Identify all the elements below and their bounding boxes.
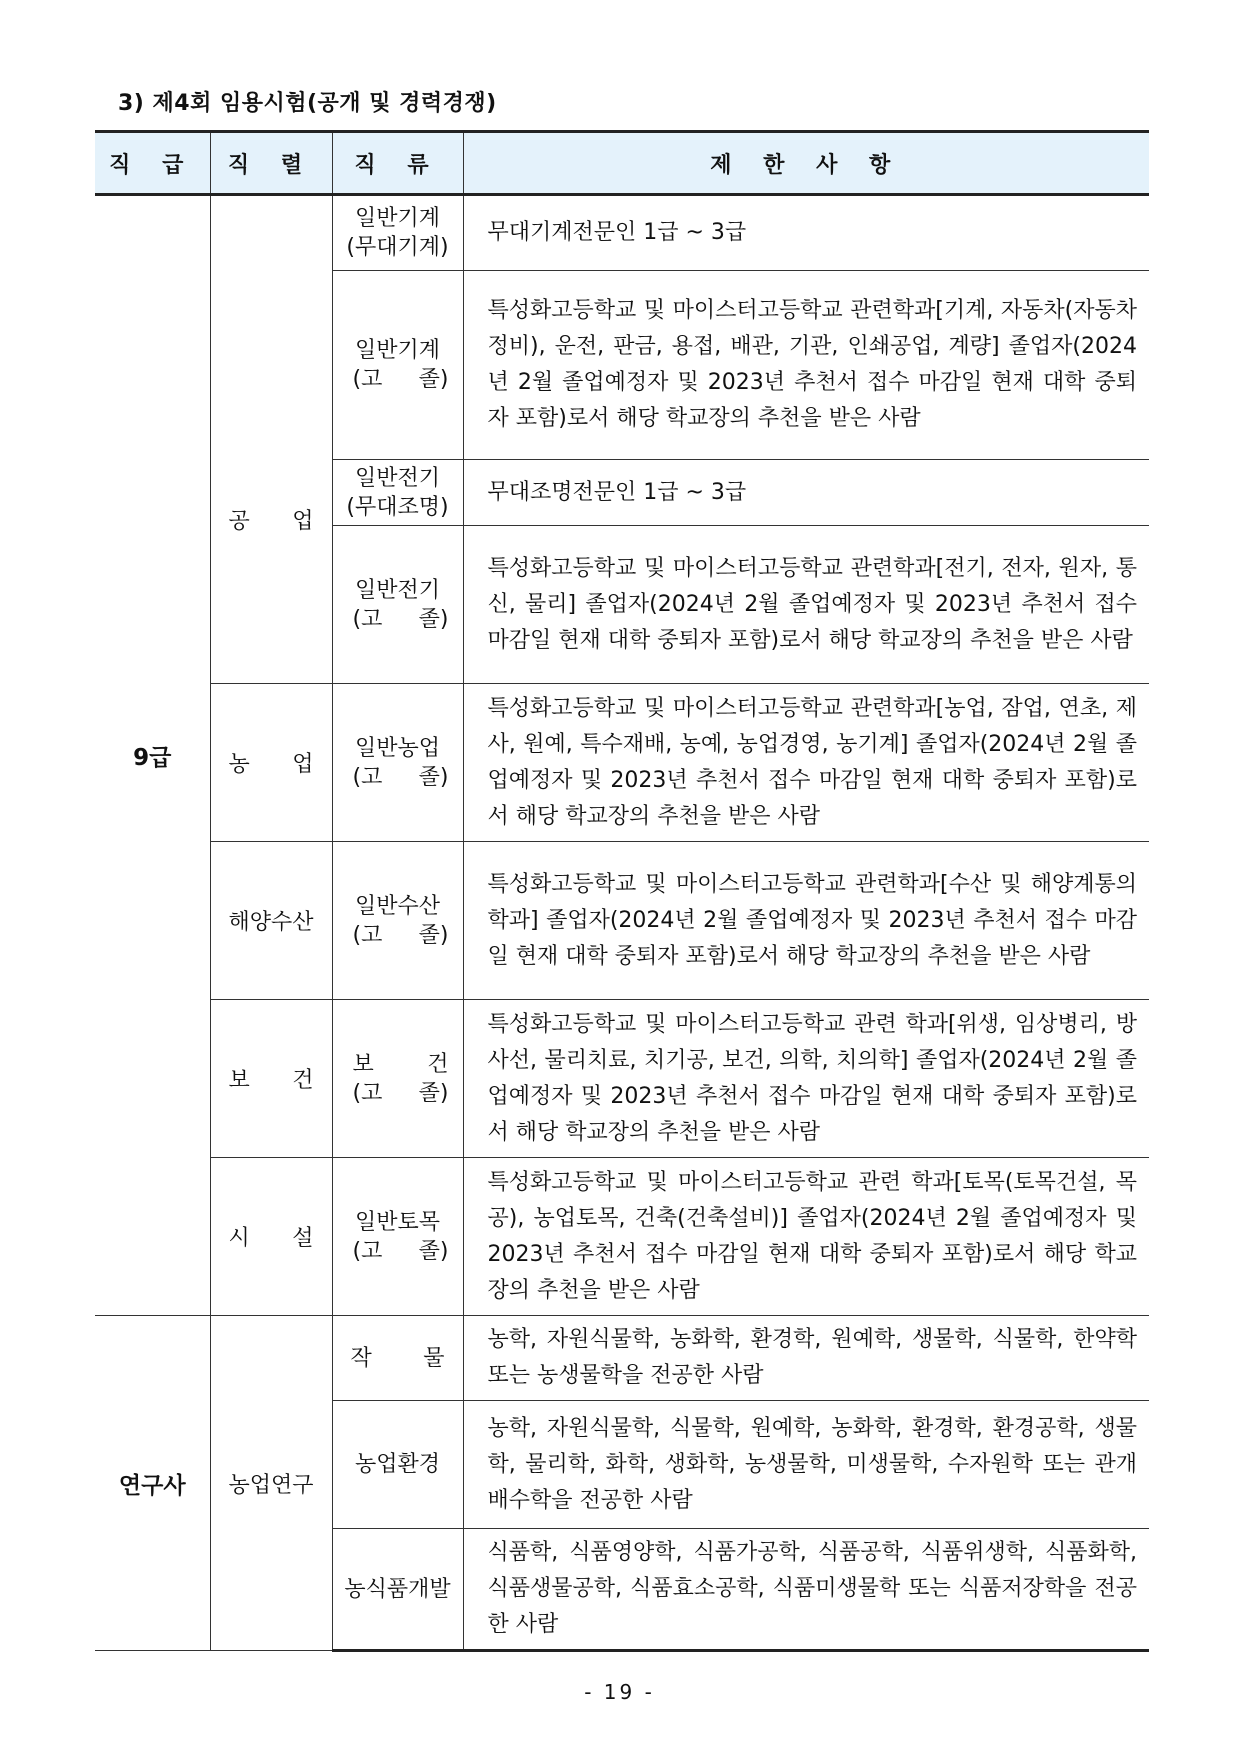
class-cell: 일반수산 (고 졸) — [332, 842, 463, 1000]
class-cell: 일반전기 (고 졸) — [332, 526, 463, 684]
restriction-cell: 특성화고등학교 및 마이스터고등학교 관련 학과[위생, 임상병리, 방사선, 물리치료, 치기공, 보건, 의학, 치의학] 졸업자(2024년 2월 졸업예정자 및 2023년 추천서 접수 마감일 현재 대학 중퇴자 포함)로서 해당 학교장의 추천을 받은 사람 — [463, 1000, 1149, 1158]
series-cell: 농 업 — [210, 684, 332, 842]
series-cell: 보 건 — [210, 1000, 332, 1158]
series-cell: 공 업 — [210, 195, 332, 684]
header-grade: 직 급 — [95, 132, 210, 195]
table-row — [95, 1316, 1149, 1401]
class-cell: 작 물 — [332, 1316, 463, 1401]
section-heading: 3) 제4회 임용시험(공개 및 경력경쟁) — [118, 91, 497, 116]
class-cell: 일반토목 (고 졸) — [332, 1158, 463, 1316]
class-cell: 농업환경 — [332, 1401, 463, 1529]
restriction-cell: 무대조명전문인 1급 ~ 3급 — [463, 460, 1149, 526]
class-cell: 보 건 (고 졸) — [332, 1000, 463, 1158]
header-class: 직 류 — [332, 132, 463, 195]
restriction-cell: 무대기계전문인 1급 ~ 3급 — [463, 195, 1149, 271]
series-cell: 해양수산 — [210, 842, 332, 1000]
table-row — [95, 1000, 1149, 1158]
class-cell: 일반기계 (고 졸) — [332, 271, 463, 460]
class-cell: 일반전기 (무대조명) — [332, 460, 463, 526]
restriction-cell: 특성화고등학교 및 마이스터고등학교 관련 학과[토목(토목건설, 목공), 농업토목, 건축(건축설비)] 졸업자(2024년 2월 졸업예정자 및 2023년 추천서 접수 마감일 현재 대학 중퇴자 포함)로서 해당 학교장의 추천을 받은 사람 — [463, 1158, 1149, 1316]
table-row — [95, 195, 1149, 271]
class-cell: 일반농업 (고 졸) — [332, 684, 463, 842]
page-number: - 19 - — [584, 1680, 655, 1704]
table-row — [95, 684, 1149, 842]
restriction-cell: 특성화고등학교 및 마이스터고등학교 관련학과[기계, 자동차(자동차정비), 운전, 판금, 용접, 배관, 기관, 인쇄공업, 계량] 졸업자(2024년 2월 졸업예정자 및 2023년 추천서 접수 마감일 현재 대학 중퇴자 포함)로서 해당 학교장의 추천을 받은 사람 — [463, 271, 1149, 460]
restriction-cell: 특성화고등학교 및 마이스터고등학교 관련학과[농업, 잠업, 연초, 제사, 원예, 특수재배, 농예, 농업경영, 농기계] 졸업자(2024년 2월 졸업예정자 및 2023년 추천서 접수 마감일 현재 대학 중퇴자 포함)로서 해당 학교장의 추천을 받은 사람 — [463, 684, 1149, 842]
restriction-cell: 특성화고등학교 및 마이스터고등학교 관련학과[수산 및 해양계통의 학과] 졸업자(2024년 2월 졸업예정자 및 2023년 추천서 접수 마감일 현재 대학 중퇴자 포함)로서 해당 학교장의 추천을 받은 사람 — [463, 842, 1149, 1000]
restriction-cell: 식품학, 식품영양학, 식품가공학, 식품공학, 식품위생학, 식품화학, 식품생물공학, 식품효소공학, 식품미생물학 또는 식품저장학을 전공한 사람 — [463, 1529, 1149, 1651]
class-cell: 일반기계 (무대기계) — [332, 195, 463, 271]
series-cell: 시 설 — [210, 1158, 332, 1316]
table-row — [95, 842, 1149, 1000]
table-row — [95, 1158, 1149, 1316]
grade-cell: 연구사 — [95, 1316, 210, 1651]
restriction-cell: 농학, 자원식물학, 농화학, 환경학, 원예학, 생물학, 식물학, 한약학 또는 농생물학을 전공한 사람 — [463, 1316, 1149, 1401]
class-cell: 농식품개발 — [332, 1529, 463, 1651]
header-series: 직 렬 — [210, 132, 332, 195]
table-header-row — [95, 132, 1149, 195]
header-restriction: 제 한 사 항 — [463, 132, 1149, 195]
series-cell: 농업연구 — [210, 1316, 332, 1651]
restriction-cell: 농학, 자원식물학, 식물학, 원예학, 농화학, 환경학, 환경공학, 생물학, 물리학, 화학, 생화학, 농생물학, 미생물학, 수자원학 또는 관개배수학을 전공한 사람 — [463, 1401, 1149, 1529]
restriction-cell: 특성화고등학교 및 마이스터고등학교 관련학과[전기, 전자, 원자, 통신, 물리] 졸업자(2024년 2월 졸업예정자 및 2023년 추천서 접수 마감일 현재 대학 중퇴자 포함)로서 해당 학교장의 추천을 받은 사람 — [463, 526, 1149, 684]
restriction-table — [95, 130, 1149, 1652]
grade-cell: 9급 — [95, 195, 210, 1316]
